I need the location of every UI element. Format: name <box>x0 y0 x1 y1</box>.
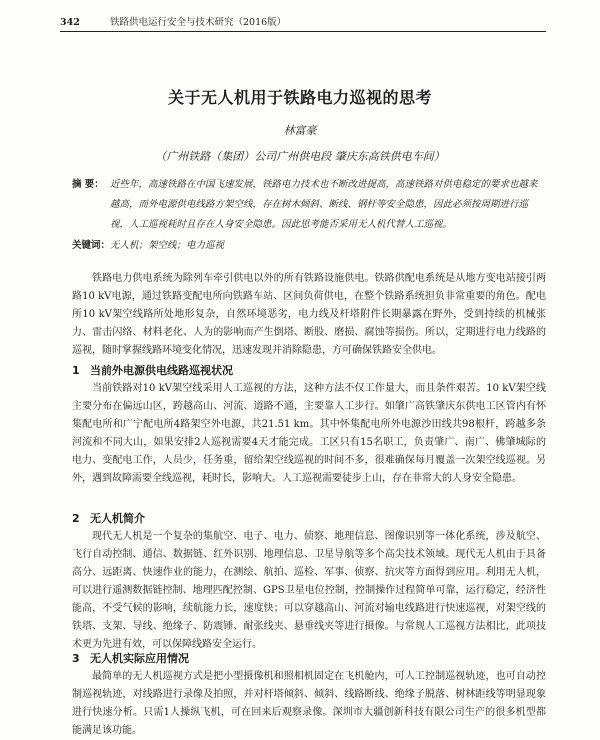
section-1-paragraph: 当前铁路对10 kV架空线采用人工巡视的方法，这种方法不仅工作量大，而且条件艰苦。10 kV架空线主要分布在偏远山区，跨越高山、河流、道路不通，主要靠人工步行。如肇广高铁肇庆东供电工区管内有怀集配电所和广宁配电所4路架空外电源，共21.51 km。其中怀集配电所外电源沙田线共98根杆，跨越多条河流和不同大山，如果安排2人巡视需要4天才能完成。工区只有15名职工，负责肇广、南广、佛肇城际的电力、变配电工作，人员少，任务重，留给架空线巡视的时间不多，很难确保每月覆盖一次架空线巡视。另外，遇到故障需要全线巡视，耗时长，影响大。人工巡视需要徒步上山，存在非常大的人身安全隐患。 <box>72 383 546 484</box>
keywords <box>72 237 546 255</box>
keywords-text: 无人机；架空线；电力巡视 <box>110 240 225 251</box>
journal-name: 铁路供电运行安全与技术研究（2016版） <box>110 17 287 28</box>
section-title: 无人机实际应用情况 <box>90 652 189 665</box>
article-title: 关于无人机用于铁路电力巡视的思考 <box>167 88 432 107</box>
section-heading-2 <box>72 510 145 526</box>
section-number: 2 <box>72 512 80 525</box>
keywords-label: 关键词： <box>72 240 111 251</box>
section-number: 1 <box>72 364 80 377</box>
intro-paragraph: 铁路电力供电系统为除列车牵引供电以外的所有铁路设施供电。铁路供配电系统是从地方变电站接引两路10 kV电源，通过铁路变配电所向铁路车站、区间负荷供电，在整个铁路系统担负非常重要的角色。配电所10 kV架空线路所处地形复杂，自然环境恶劣，电力线及杆塔附件长期暴露在野外，受到持续的机械张力、雷击闪络、材料老化、人为的影响而产生倒塔、断股、磨损、腐蚀等损伤。所以，定期进行电力线路的巡视，随时掌握线路环境变化情况，迅速发现并消除隐患，方可确保铁路安全供电。 <box>72 273 546 356</box>
page-number: 342 <box>60 17 80 28</box>
section-heading-1 <box>72 362 233 378</box>
running-header <box>60 14 546 32</box>
section-title: 无人机简介 <box>90 512 145 525</box>
abstract-label: 摘 要： <box>72 179 104 190</box>
abstract-text: 近些年，高速铁路在中国飞速发展，铁路电力技术也不断改进提高，高速铁路对供电稳定的要求也越来越高，而外电源供电线路方架空线，存在树木倾斜、断线、钢杆等安全隐患，因此必须按周期进行巡视，人工巡视耗时且存在人身安全隐患。因此思考能否采用无人机代替人工巡视。 <box>110 179 538 230</box>
section-title: 当前外电源供电线路巡视状况 <box>90 364 233 377</box>
section-heading-3 <box>72 650 189 666</box>
author-name: 林富豪 <box>283 124 317 137</box>
section-2-paragraph: 现代无人机是一个复杂的集航空、电子、电力、侦察、地理信息、图像识别等一体化系统，涉及航空、飞行自动控制、通信、数据链、红外识别、地理信息、卫星导航等多个高尖技术领域。现代无人机由于具备高分、远距离、快速作业的能力，在测绘、航拍、巡检、军事、侦察、抗灾等方面得到应用。利用无人机，可以进行遥测数据链控制、地理匹配控制、GPS卫星电位控制，控制操作过程简单可靠，运行稳定，经济性能高，不受气候的影响，续航能力长，速度快；可以穿越高山、河流对输电线路进行快速巡视，对架空线的铁塔、支架、导线、绝缘子、防震锤、耐张线夹、悬垂线夹等进行摄像。与常规人工巡视方法相比，此项技术更为先进有效，可以保障线路安全运行。 <box>72 531 546 650</box>
abstract <box>72 175 546 235</box>
section-3-paragraph: 最简单的无人机巡视方式是把小型摄像机和照相机固定在飞机舱内，可人工控制巡视轨迹，也可自动控制巡视轨迹，对线路进行录像及拍照，并对杆塔倾斜、倾斜、线路断线、绝缘子脱落、树林距线等明显现象进行快速分析。只需1人操纵飞机，可在回来后观察录像。深圳市大疆创新科技有限公司生产的很多机型都能满足该功能。 <box>72 671 546 736</box>
section-number: 3 <box>72 652 80 665</box>
author-affiliation: （广州铁路（集团）公司广州供电段 肇庆东高铁供电车间） <box>155 150 445 163</box>
